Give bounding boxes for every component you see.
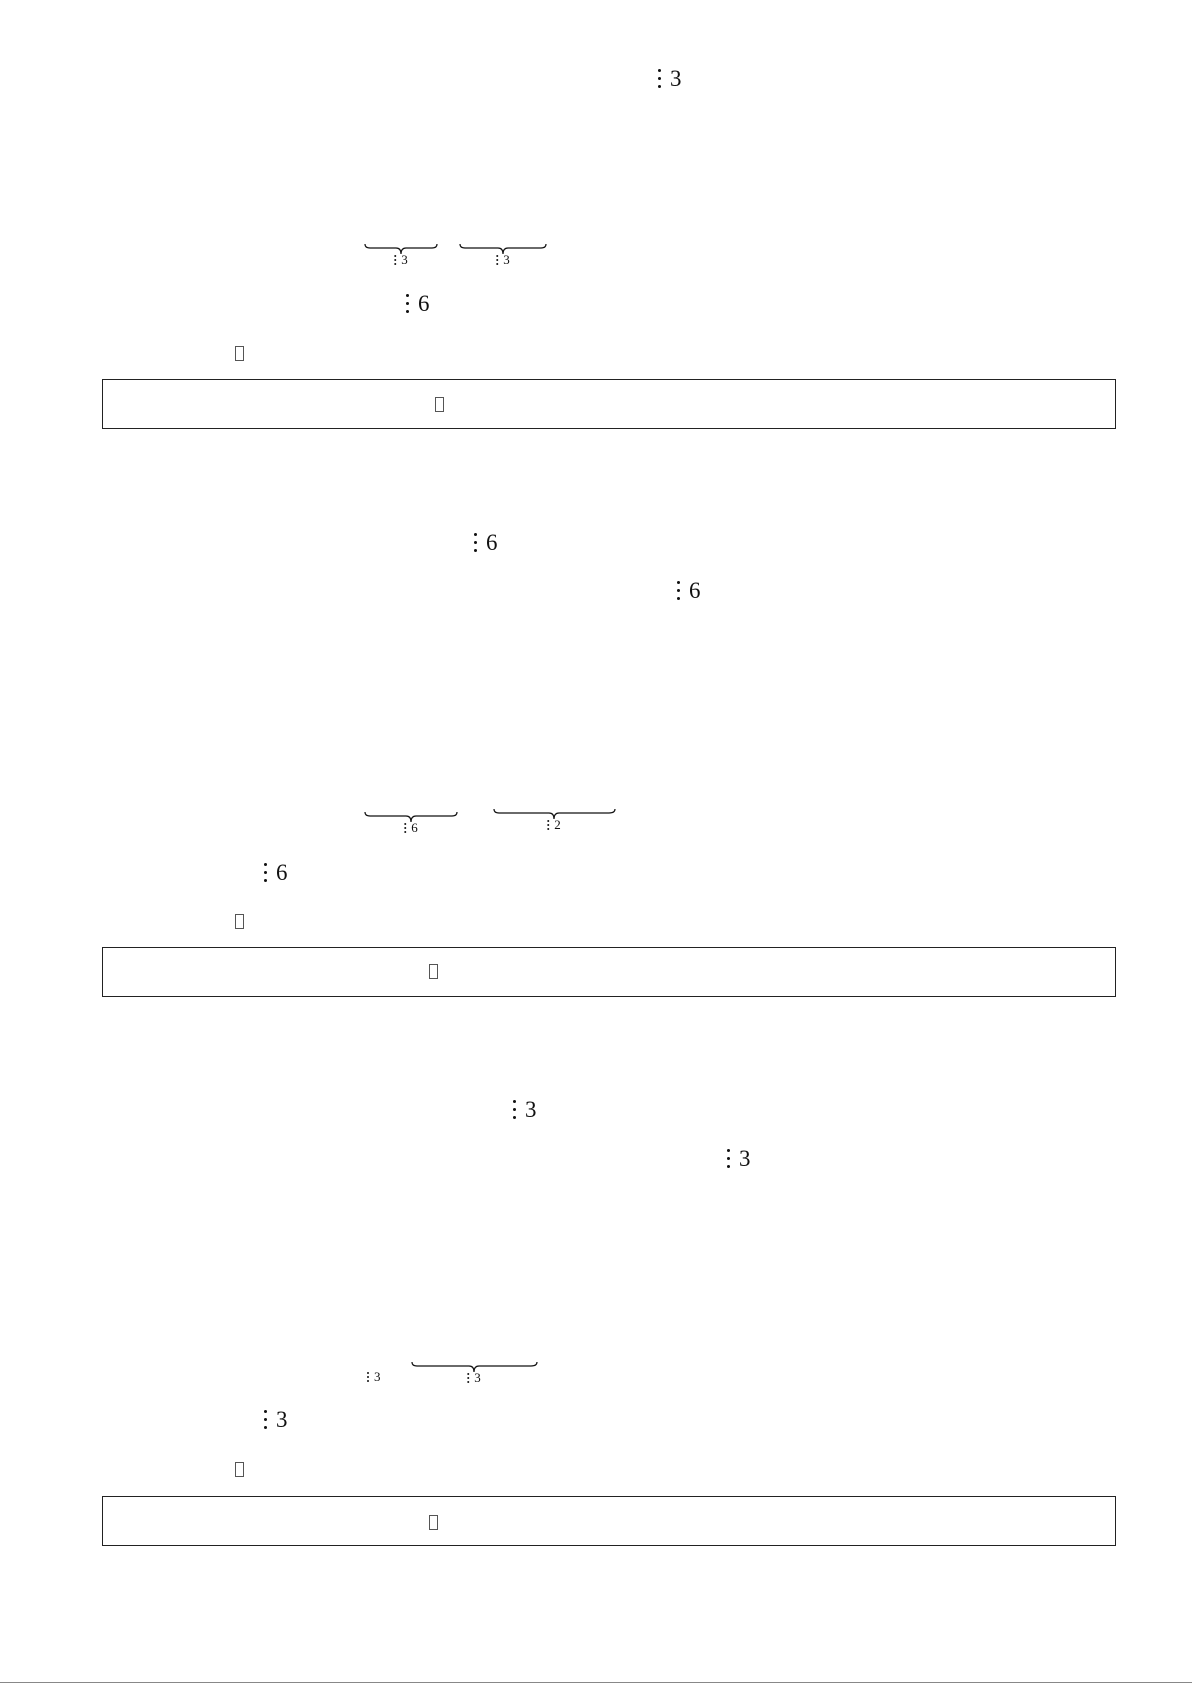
- answer-box-3: [102, 1496, 1116, 1546]
- underbrace-2b: [493, 808, 616, 832]
- glyph-marker: [435, 396, 444, 416]
- answer-box-2: [102, 947, 1116, 997]
- divides-symbol: [264, 863, 268, 883]
- underbrace-label: 3: [467, 1371, 481, 1384]
- divisibility-note-3: 6: [474, 531, 498, 554]
- glyph-marker: [429, 963, 438, 983]
- divisibility-note-8: 3: [264, 1408, 288, 1431]
- divides-symbol: [474, 533, 478, 553]
- glyph-marker: [429, 1514, 438, 1534]
- divides-symbol: [406, 294, 410, 314]
- underbrace-3: [411, 1361, 538, 1385]
- divides-symbol: [658, 69, 662, 89]
- divisibility-note-7: 3: [727, 1147, 751, 1170]
- divides-symbol: [677, 581, 681, 601]
- underbrace-1b: [459, 243, 547, 267]
- divides-symbol: [264, 1410, 268, 1430]
- page-edge-line: [0, 1682, 1192, 1683]
- glyph-marker-1: [235, 345, 244, 365]
- underbrace-2a: [364, 811, 458, 835]
- divisibility-note-1: 3: [658, 67, 682, 90]
- underbrace-label: 6: [404, 821, 418, 834]
- underbrace-1a: [364, 243, 438, 267]
- divisibility-note-2: 6: [406, 292, 430, 315]
- glyph-marker-2: [235, 913, 244, 933]
- glyph-marker-3: [235, 1461, 244, 1481]
- divisibility-note-5: 6: [264, 861, 288, 884]
- divisibility-note-small: 3: [367, 1370, 381, 1383]
- answer-box-1: [102, 379, 1116, 429]
- divisibility-note-4: 6: [677, 579, 701, 602]
- underbrace-label: 3: [394, 253, 408, 266]
- underbrace-label: 2: [547, 818, 561, 831]
- divides-symbol: [513, 1100, 517, 1120]
- divides-symbol: [367, 1372, 370, 1382]
- underbrace-label: 3: [496, 253, 510, 266]
- divisibility-note-6: 3: [513, 1098, 537, 1121]
- divides-symbol: [727, 1149, 731, 1169]
